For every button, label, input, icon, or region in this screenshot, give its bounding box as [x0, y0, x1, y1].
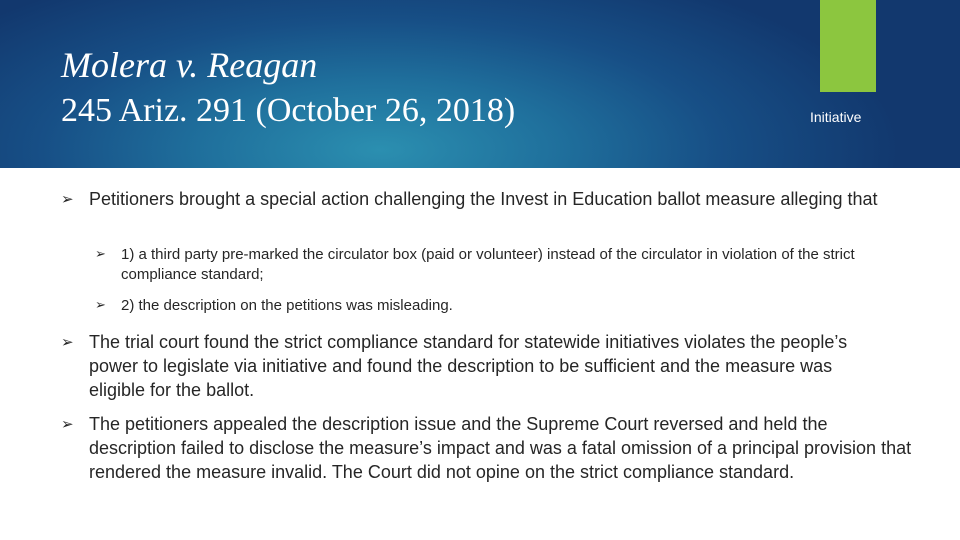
- list-item: [61, 187, 889, 211]
- topic-label: Initiative: [810, 109, 862, 125]
- case-title: Molera v. Reagan: [61, 45, 318, 85]
- list-item: [61, 412, 919, 484]
- arrow-bullet-icon: ➢: [61, 415, 74, 433]
- arrow-bullet-icon: ➢: [95, 298, 106, 313]
- arrow-bullet-icon: ➢: [95, 247, 106, 262]
- case-citation: 245 Ariz. 291 (October 26, 2018): [61, 92, 516, 129]
- arrow-bullet-icon: ➢: [61, 190, 74, 208]
- bullet-text: 1) a third party pre-marked the circulator box (paid or volunteer) instead of the circulator in violation of the strict compliance standard;: [121, 246, 855, 283]
- bullet-text: The petitioners appealed the description issue and the Supreme Court reversed and held the description failed to disclose the measure’s impact and was a fatal omission of a principal provision that rendered the measure invalid. The Court did not opine on the strict compliance standard.: [89, 414, 912, 482]
- bullet-text: Petitioners brought a special action challenging the Invest in Education ballot measure alleging that: [89, 189, 878, 209]
- bullet-text: The trial court found the strict compliance standard for statewide initiatives violates the people’s power to legislate via initiative and found the description to be sufficient and the measure was eligible for the ballot.: [89, 332, 848, 400]
- list-item: [95, 296, 921, 316]
- list-item: [95, 245, 921, 285]
- list-item: [61, 330, 889, 402]
- arrow-bullet-icon: ➢: [61, 333, 74, 351]
- bullet-text: 2) the description on the petitions was misleading.: [121, 297, 453, 314]
